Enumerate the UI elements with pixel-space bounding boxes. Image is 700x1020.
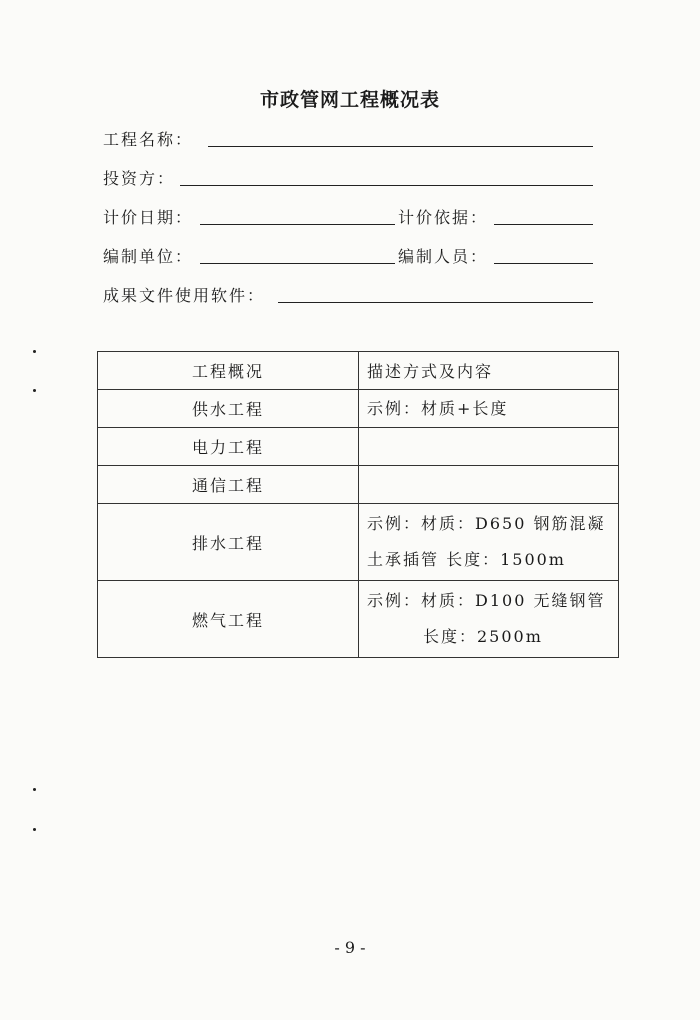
desc-line: 示例：材质+长度: [367, 398, 509, 418]
table-row: [98, 466, 619, 504]
table-header-row: [98, 352, 619, 390]
table-row: [98, 504, 619, 581]
margin-dot: [33, 828, 36, 831]
row-desc-gas: [359, 581, 619, 658]
margin-dot: [33, 788, 36, 791]
row-desc-water: [359, 390, 619, 428]
row-name-telecom: 通信工程: [98, 466, 359, 504]
row-desc-power: [359, 428, 619, 466]
table-row: [98, 428, 619, 466]
pricing-date-line: [200, 224, 395, 225]
page-number: - 9 -: [334, 938, 366, 957]
pricing-date-label: 计价日期：: [103, 208, 194, 227]
investor-line: [180, 185, 593, 186]
desc-line: 长度：2500m: [423, 627, 543, 646]
overview-table: [97, 351, 619, 658]
header-description: 描述方式及内容: [359, 352, 619, 390]
row-name-water: 供水工程: [98, 390, 359, 428]
header-overview: 工程概况: [98, 352, 359, 390]
page-title: 市政管网工程概况表: [259, 89, 440, 111]
margin-dot: [33, 350, 36, 353]
investor-label: 投资方：: [103, 169, 176, 188]
row-name-power: 电力工程: [98, 428, 359, 466]
row-desc-drainage: [359, 504, 619, 581]
desc-line: 土承插管 长度：1500m: [367, 550, 566, 569]
table-row: [98, 390, 619, 428]
desc-line: 示例：材质：D650 钢筋混凝: [367, 514, 606, 533]
pricing-basis-label: 计价依据：: [398, 208, 489, 227]
compiling-unit-line: [200, 263, 395, 264]
software-line: [278, 302, 593, 303]
row-name-gas: 燃气工程: [98, 581, 359, 658]
desc-line: 示例：材质：D100 无缝钢管: [367, 591, 606, 610]
row-name-drainage: 排水工程: [98, 504, 359, 581]
project-name-line: [208, 146, 593, 147]
compiler-label: 编制人员：: [398, 247, 489, 266]
compiler-line: [494, 263, 593, 264]
project-name-label: 工程名称：: [103, 130, 194, 149]
software-label: 成果文件使用软件：: [103, 286, 266, 305]
pricing-basis-line: [494, 224, 593, 225]
row-desc-telecom: [359, 466, 619, 504]
compiling-unit-label: 编制单位：: [103, 247, 194, 266]
table-row: [98, 581, 619, 658]
margin-dot: [33, 389, 36, 392]
